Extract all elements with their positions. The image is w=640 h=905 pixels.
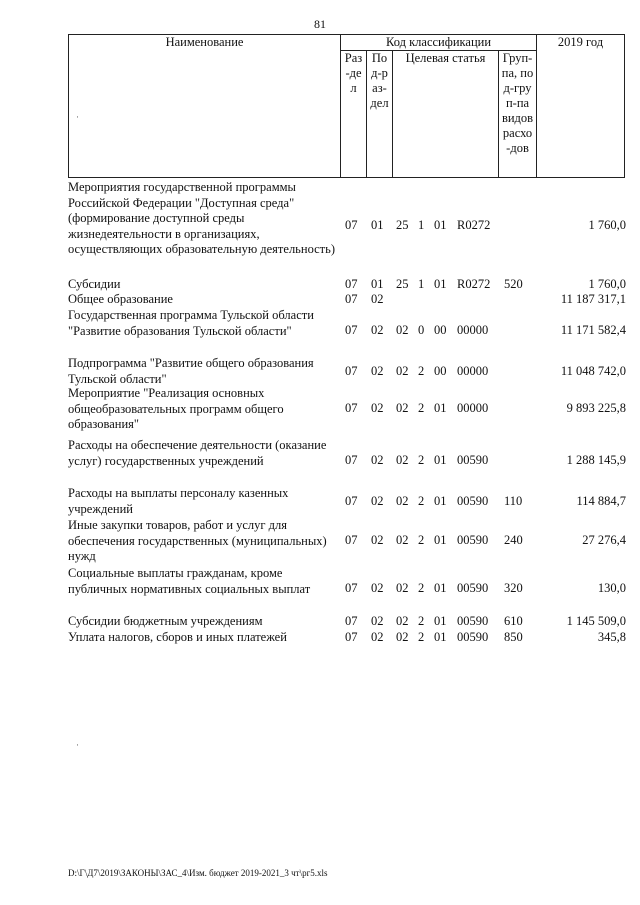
cell-razdel: 07: [345, 630, 358, 644]
cell-amount: 11 187 317,1: [560, 292, 626, 306]
scan-mark: ·: [76, 740, 79, 750]
cell-razdel: 07: [345, 292, 358, 306]
cell-target-program: 02: [396, 364, 409, 378]
footer-path: D:\Г\Д7\2019\ЗАКОНЫ\ЗАС_4\Изм. бюджет 2019-2021_3 чт\рг5.xls: [68, 868, 328, 878]
cell-expense-group: 610: [504, 614, 523, 628]
cell-podrazdel: 01: [371, 277, 384, 291]
cell-target-direction: 00590: [457, 533, 489, 547]
row-name: Подпрограмма "Развитие общего образования Тульской области": [68, 356, 314, 386]
row-name: Субсидии бюджетным учреждениям: [68, 614, 263, 628]
row-name: Уплата налогов, сборов и иных платежей: [68, 630, 287, 644]
cell-podrazdel: 02: [371, 581, 384, 595]
cell-podrazdel: 02: [371, 401, 384, 415]
header-group: Груп-па, под-груп-па видов расхо-дов: [499, 51, 537, 178]
cell-target-event: 00: [434, 323, 447, 337]
cell-target-subprogram: 2: [418, 533, 425, 547]
cell-podrazdel: 02: [371, 533, 384, 547]
cell-target-direction: 00000: [457, 323, 489, 337]
cell-target-event: 01: [434, 453, 447, 467]
cell-target-program: 02: [396, 453, 409, 467]
cell-razdel: 07: [345, 364, 358, 378]
cell-target-subprogram: 2: [418, 494, 425, 508]
cell-target-program: 02: [396, 614, 409, 628]
cell-podrazdel: 02: [371, 323, 384, 337]
cell-amount: 9 893 225,8: [566, 401, 626, 415]
cell-target-subprogram: 1: [418, 277, 425, 291]
cell-target-program: 25: [396, 218, 409, 232]
cell-podrazdel: 02: [371, 364, 384, 378]
cell-target-program: 25: [396, 277, 409, 291]
header-name: Наименование: [69, 35, 341, 178]
cell-razdel: 07: [345, 401, 358, 415]
cell-amount: 1 760,0: [588, 277, 626, 291]
row-name: Социальные выплаты гражданам, кроме публичных нормативных социальных выплат: [68, 566, 311, 596]
cell-target-subprogram: 2: [418, 614, 425, 628]
cell-amount: 27 276,4: [582, 533, 626, 547]
cell-podrazdel: 02: [371, 292, 384, 306]
row-name: Мероприятие "Реализация основных общеобразовательных программ общего образования": [68, 386, 284, 431]
cell-target-event: 01: [434, 218, 447, 232]
cell-target-event: 01: [434, 581, 447, 595]
cell-target-program: 02: [396, 533, 409, 547]
cell-target-subprogram: 2: [418, 453, 425, 467]
cell-target-subprogram: 2: [418, 630, 425, 644]
cell-target-subprogram: 1: [418, 218, 425, 232]
cell-expense-group: 110: [504, 494, 523, 508]
cell-razdel: 07: [345, 614, 358, 628]
row-name: Расходы на обеспечение деятельности (оказание услуг) государственных учреждений: [68, 438, 327, 468]
cell-amount: 11 171 582,4: [560, 323, 626, 337]
cell-target-direction: 00590: [457, 581, 489, 595]
cell-amount: 130,0: [597, 581, 626, 595]
cell-target-subprogram: 2: [418, 401, 425, 415]
cell-razdel: 07: [345, 581, 358, 595]
cell-target-program: 02: [396, 323, 409, 337]
cell-target-event: 01: [434, 494, 447, 508]
cell-podrazdel: 02: [371, 630, 384, 644]
cell-target-program: 02: [396, 401, 409, 415]
cell-amount: 1 760,0: [588, 218, 626, 232]
cell-razdel: 07: [345, 533, 358, 547]
cell-target-direction: R0272: [457, 218, 491, 232]
cell-razdel: 07: [345, 218, 358, 232]
cell-target-event: 01: [434, 277, 447, 291]
scan-mark: ·: [76, 112, 79, 122]
cell-razdel: 07: [345, 494, 358, 508]
cell-expense-group: 240: [504, 533, 523, 547]
cell-target-event: 00: [434, 364, 447, 378]
row-name: Мероприятия государственной программы Российской Федерации "Доступная среда" (формирование доступной среды жизнедеятельности в организациях, осуществляющих образовательную деятельность): [68, 180, 336, 256]
cell-amount: 114 884,7: [576, 494, 626, 508]
cell-target-direction: R0272: [457, 277, 491, 291]
cell-amount: 11 048 742,0: [560, 364, 626, 378]
header-target: Целевая статья: [393, 51, 499, 178]
cell-target-direction: 00000: [457, 364, 489, 378]
cell-amount: 1 145 509,0: [566, 614, 626, 628]
cell-target-direction: 00590: [457, 494, 489, 508]
cell-target-event: 01: [434, 614, 447, 628]
row-name: Расходы на выплаты персоналу казенных учреждений: [68, 486, 289, 516]
row-name: Иные закупки товаров, работ и услуг для обеспечения государственных (муниципальных) нужд: [68, 518, 327, 563]
cell-podrazdel: 02: [371, 453, 384, 467]
cell-target-program: 02: [396, 581, 409, 595]
row-name: Общее образование: [68, 292, 173, 306]
cell-razdel: 07: [345, 323, 358, 337]
header-year: 2019 год: [537, 35, 625, 178]
cell-target-direction: 00590: [457, 630, 489, 644]
cell-podrazdel: 02: [371, 494, 384, 508]
cell-expense-group: 520: [504, 277, 523, 291]
cell-target-event: 01: [434, 401, 447, 415]
cell-amount: 345,8: [597, 630, 626, 644]
cell-target-subprogram: 2: [418, 581, 425, 595]
cell-razdel: 07: [345, 277, 358, 291]
cell-target-subprogram: 0: [418, 323, 425, 337]
cell-podrazdel: 02: [371, 614, 384, 628]
header-razdel: Раз-дел: [341, 51, 367, 178]
header-podrazdel: Под-раз-дел: [367, 51, 393, 178]
cell-amount: 1 288 145,9: [566, 453, 626, 467]
cell-target-subprogram: 2: [418, 364, 425, 378]
cell-target-program: 02: [396, 630, 409, 644]
cell-target-direction: 00590: [457, 614, 489, 628]
header-code-group: Код классификации: [341, 35, 537, 51]
row-name: Государственная программа Тульской области "Развитие образования Тульской области": [68, 308, 314, 338]
cell-expense-group: 320: [504, 581, 523, 595]
cell-target-program: 02: [396, 494, 409, 508]
cell-target-direction: 00000: [457, 401, 489, 415]
row-name: Субсидии: [68, 277, 121, 291]
cell-expense-group: 850: [504, 630, 523, 644]
cell-razdel: 07: [345, 453, 358, 467]
cell-target-event: 01: [434, 533, 447, 547]
page-number: 81: [314, 17, 326, 31]
cell-target-event: 01: [434, 630, 447, 644]
cell-podrazdel: 01: [371, 218, 384, 232]
cell-target-direction: 00590: [457, 453, 489, 467]
